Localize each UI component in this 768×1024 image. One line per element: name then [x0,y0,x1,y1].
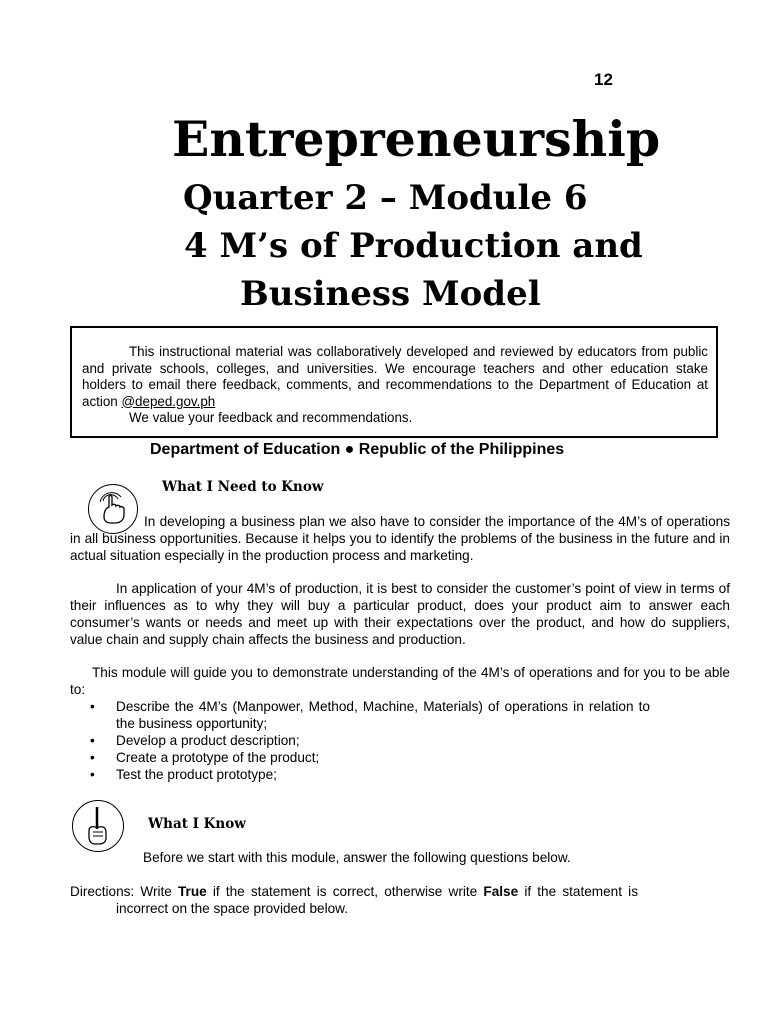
grade-level: 12 [594,70,613,89]
department-line: Department of Education ● Republic of the Philippines [150,441,565,458]
need-to-know-body [70,513,730,783]
notice-box [70,326,718,438]
notice-text: This instructional material was collaboratively developed and reviewed by educators from public and private schools, colleges, and universities. We encourage teachers and other education stake holders to email there feedback, comments, and recommendations to the Department of Education at action @deped.gov.ph [82,344,708,409]
list-item: • Test the product prototype; [90,766,650,783]
email-link[interactable]: @deped.gov.ph [121,393,216,409]
module-subtitle-line1: 4 M’s of Production and [184,226,643,266]
objectives-list [90,698,650,783]
notice-closing: We value your feedback and recommendations. [129,410,413,425]
list-item: • Create a prototype of the product; [90,749,650,766]
paragraph: This module will guide you to demonstrate understanding of the 4M’s of operations and for you to be able to: [70,665,730,697]
directions: Directions: Write True if the statement is correct, otherwise write False if the statement is incorrect on the space provided below. [70,884,638,916]
list-item: • Describe the 4M’s (Manpower, Method, Machine, Materials) of operations in relation to the business opportunity; [90,698,650,732]
module-subtitle-line2: Business Model [240,274,541,314]
section-title-what-i-know: What I Know [148,816,246,832]
hand-holding-pencil-icon [72,800,124,852]
paragraph: In application of your 4M’s of production, it is best to consider the customer’s point of view in terms of their influences as to why they will buy a particular product, does your product aim to answer each consumer’s wants or needs and meet up with their expectations over the product, and how do suppliers, value chain and supply chain affects the business and production. [70,581,730,647]
section-title-need-to-know: What I Need to Know [162,479,324,495]
quarter-module: Quarter 2 – Module 6 [183,178,588,218]
page-title: Entrepreneurship [172,110,661,168]
what-i-know-intro: Before we start with this module, answer the following questions below. [143,850,571,865]
list-item: • Develop a product description; [90,732,650,749]
paragraph: In developing a business plan we also have to consider the importance of the 4M’s of operations in all business opportunities. Because it helps you to identify the problems of the business in the future and in actual situation especially in the production process and marketing. [70,514,730,563]
